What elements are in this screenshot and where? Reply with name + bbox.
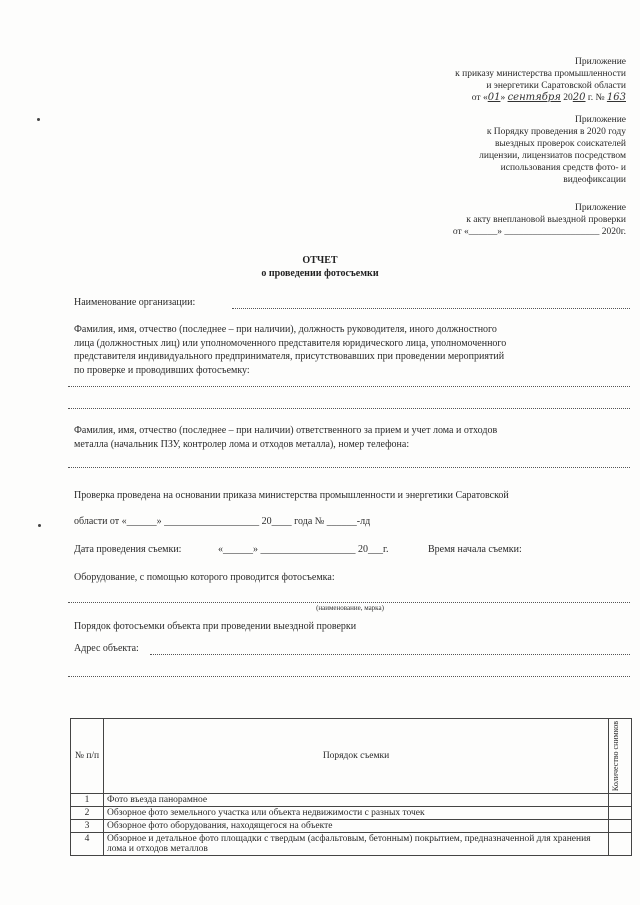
appendix-line: лицензии, лицензиатов посредством [479, 151, 626, 161]
responsible-field-line[interactable] [68, 467, 630, 468]
appendix-date-line [455, 92, 626, 104]
org-field-line[interactable] [232, 308, 630, 309]
handwritten-month: сентября [507, 92, 561, 103]
header-count-cell [609, 719, 632, 794]
paragraph-line: по проверке и проводивших фотосъемку: [74, 364, 250, 376]
report-title: ОТЧЕТ [302, 255, 338, 266]
responsible-paragraph [74, 424, 634, 451]
shooting-order-table [70, 718, 632, 856]
appendix-line: и энергетики Саратовской области [486, 81, 626, 91]
year-prefix: 20 [563, 93, 573, 103]
appendix-act-block [453, 202, 626, 238]
row-count-cell[interactable] [609, 833, 632, 856]
header-number: № п/п [71, 719, 104, 794]
appendix-line: Приложение [575, 115, 626, 125]
appendix-line: Приложение [575, 57, 626, 67]
persons-field-line[interactable] [68, 386, 630, 387]
appendix-line: Приложение [575, 203, 626, 213]
address-field-line[interactable] [150, 654, 630, 655]
paragraph-line: металла (начальник ПЗУ, контролер лома и отходов металла), номер телефона: [74, 438, 410, 450]
paragraph-line: представителя индивидуального предпринимателя, присутствовавших при проведении мероприятий [74, 351, 505, 362]
row-number: 1 [71, 794, 104, 807]
appendix-line: видеофиксации [563, 175, 626, 185]
shooting-date-label: Дата проведения съемки: [74, 544, 182, 555]
paragraph-line: Фамилия, имя, отчество (последнее – при наличии), должность руководителя, иного должностного [74, 324, 497, 335]
address-label: Адрес объекта: [74, 643, 139, 654]
basis-line-1: Проверка проведена на основании приказа министерства промышленности и энергетики Саратовской [74, 490, 509, 501]
order-label: Порядок фотосъемки объекта при проведении выездной проверки [74, 621, 357, 632]
table-row [71, 794, 632, 807]
table-row [71, 807, 632, 820]
row-text: Фото въезда панорамное [104, 794, 609, 807]
table-header-row [71, 719, 632, 794]
row-text: Обзорное и детальное фото площадки с твердым (асфальтовым, бетонным) покрытием, предназначенной для хранения лома и отходов металлов [104, 833, 609, 856]
appendix-line: к приказу министерства промышленности [455, 69, 626, 79]
persons-paragraph [74, 323, 634, 377]
scan-speck [37, 118, 40, 121]
appendix-line: выездных проверок соискателей [494, 139, 626, 149]
row-number: 4 [71, 833, 104, 856]
table-row [71, 833, 632, 856]
start-time-label: Время начала съемки: [428, 544, 522, 555]
appendix-line: от «______» ____________________ 2020г. [452, 227, 626, 237]
row-count-cell[interactable] [609, 807, 632, 820]
appendix-procedure-block [479, 114, 626, 186]
appendix-line: к акту внеплановой выездной проверки [466, 215, 626, 225]
header-order: Порядок съемки [104, 719, 609, 794]
handwritten-number: 163 [606, 92, 626, 103]
basis-line-2: области от «______» ___________________ 20____ года № ______-лд [74, 516, 371, 527]
row-text: Обзорное фото оборудования, находящегося на объекте [104, 820, 609, 833]
appendix-line: использования средств фото- и [500, 163, 626, 173]
appendix-line: к Порядку проведения в 2020 году [486, 127, 626, 137]
row-number: 3 [71, 820, 104, 833]
org-label: Наименование организации: [74, 297, 196, 308]
address-field-line-2[interactable] [68, 676, 630, 677]
date-mid: » [500, 93, 506, 103]
equipment-hint: (наименование, марка) [316, 604, 384, 612]
row-text: Обзорное фото земельного участка или объекта недвижимости с разных точек [104, 807, 609, 820]
persons-field-line-2[interactable] [68, 408, 630, 409]
paragraph-line: лица (должностных лиц) или уполномоченного представителя юридического лица, уполномоченного [74, 337, 507, 349]
handwritten-year: 20 [572, 92, 586, 103]
header-count: Количество снимков [611, 721, 620, 792]
row-number: 2 [71, 807, 104, 820]
appendix-order-block [455, 56, 626, 104]
scan-speck [38, 524, 41, 527]
row-count-cell[interactable] [609, 820, 632, 833]
date-prefix: от « [471, 93, 488, 103]
equipment-label: Оборудование, с помощью которого проводится фотосъемка: [74, 572, 335, 583]
shooting-date-field[interactable]: «______» ___________________ 20___г. [218, 544, 389, 555]
row-count-cell[interactable] [609, 794, 632, 807]
paragraph-line: Фамилия, имя, отчество (последнее – при наличии) ответственного за прием и учет лома и отходов [74, 425, 498, 436]
report-subtitle: о проведении фотосъемки [261, 268, 379, 279]
number-prefix: г. № [587, 93, 605, 103]
table-row [71, 820, 632, 833]
handwritten-day: 01 [487, 92, 501, 103]
